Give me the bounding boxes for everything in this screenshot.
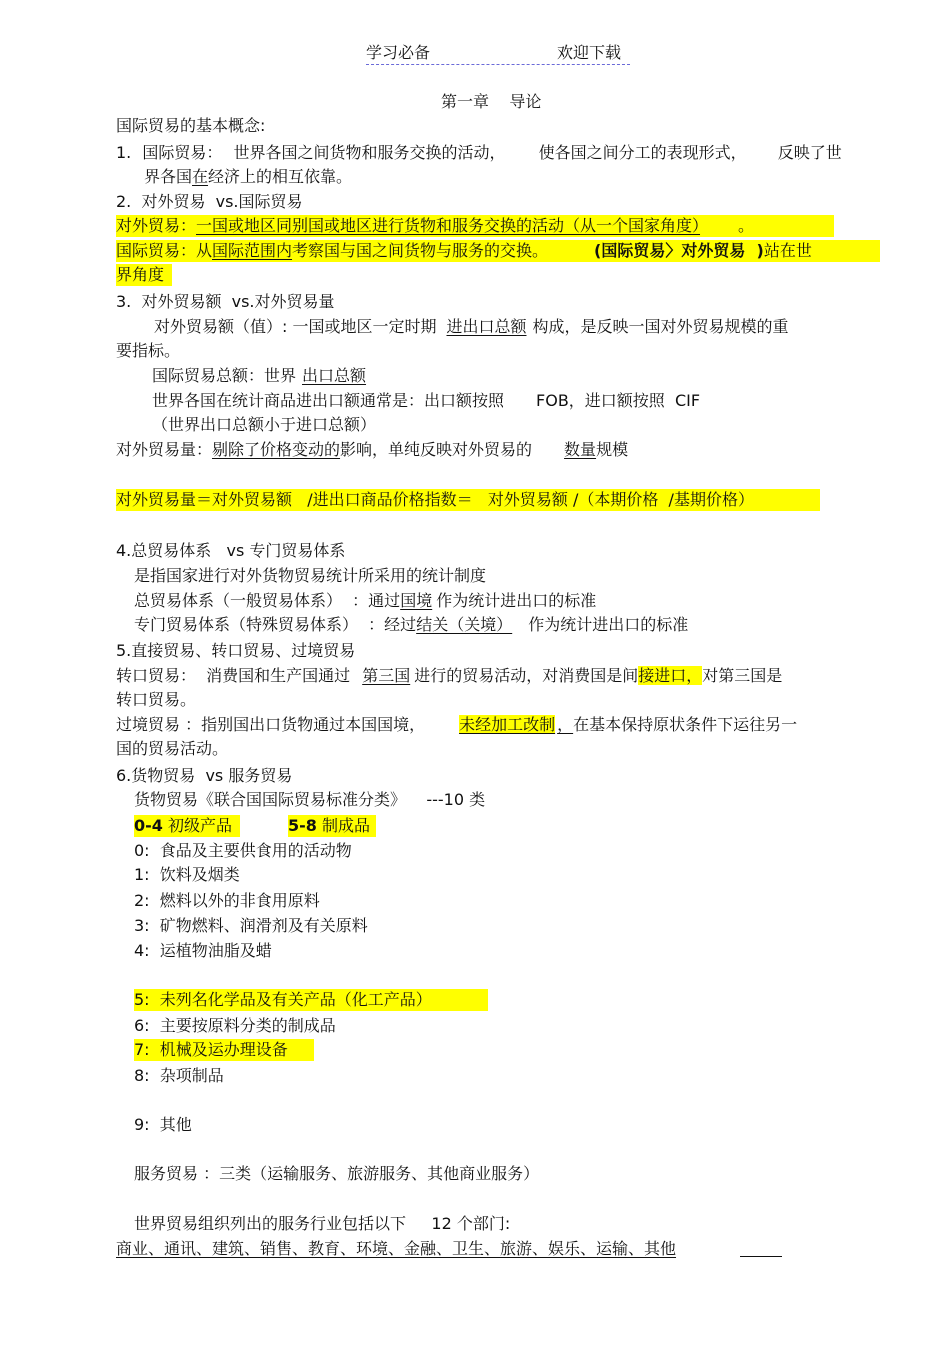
s1-line1 — [116, 142, 842, 164]
header-right: 欢迎下载 — [557, 43, 622, 62]
s3-l3a: 国际贸易总额：世界 — [152, 366, 297, 385]
s3-l6a: 对外贸易量： — [116, 440, 213, 459]
sitc-item-3: 3: 矿物燃料、润滑剂及有关原料 — [134, 916, 368, 935]
s1-e3: 经济上的相互依靠。 — [208, 167, 353, 186]
s4-l3c: 作为统计进出口的标准 — [528, 615, 689, 634]
s3-heading: 3. 对外贸易额 vs.对外贸易量 — [116, 292, 335, 311]
s2-l1c: 。 — [738, 216, 755, 235]
s3-l6e: 规模 — [596, 440, 629, 459]
s1-def-c: 使各国之间分工的表现形式， — [538, 143, 747, 162]
sectors-line: 商业、通讯、建筑、销售、教育、环境、金融、卫生、旅游、娱乐、运输、其他 — [116, 1239, 677, 1258]
header-left: 学习必备 — [366, 43, 431, 62]
concepts-heading: 国际贸易的基本概念: — [116, 116, 266, 135]
sitc-item-1: 1: 饮料及烟类 — [134, 865, 240, 884]
s3-line1 — [154, 316, 789, 338]
s5-line4: 国的贸易活动。 — [116, 739, 229, 758]
s3-l6b: 剔除了价格变动的 — [212, 440, 341, 459]
s1-num: 1. — [116, 143, 132, 162]
s2-l2b: 国际范围内 — [212, 241, 293, 260]
s3-l4a: 世界各国在统计商品进出口额通常是：出口额按照 — [152, 391, 505, 410]
s5-l3d: 在基本保持原状条件下运往另一 — [573, 715, 798, 734]
s2-l2a: 国际贸易：从 — [116, 241, 213, 260]
s3-line2: 要指标。 — [116, 341, 181, 360]
s5-l3b: 未经加工改制 — [459, 715, 556, 734]
s5-l1a: 转口贸易： 消费国和生产国通过 — [116, 666, 351, 685]
s3-formula: 对外贸易量＝对外贸易额 /进出口商品价格指数＝ 对外贸易额 /（本期价格 /基期价格） — [116, 489, 820, 511]
sitc-item-7: 7: 机械及运办理设备 — [134, 1039, 314, 1061]
s2-heading: 2. 对外贸易 vs.国际贸易 — [116, 192, 303, 211]
s2-l1b: 一国或地区同别国或地区进行货物和服务交换的活动（从一个国家角度） — [196, 216, 701, 235]
s6-g2a: 5-8 — [288, 816, 317, 835]
s4-line1: 是指国家进行对外货物贸易统计所采用的统计制度 — [134, 566, 487, 585]
s2-line3: 界角度 — [116, 264, 172, 286]
s4-line2 — [134, 590, 596, 612]
s1-term: 国际贸易： — [142, 143, 223, 162]
s3-line6 — [116, 439, 628, 461]
s6-group-primary — [134, 815, 240, 837]
sitc-item-0: 0: 食品及主要供食用的活动物 — [134, 841, 352, 860]
s2-line2 — [116, 240, 880, 262]
s6-line1: 货物贸易《联合国国际贸易标准分类》 ---10 类 — [134, 790, 486, 809]
s3-l1b: 进出口总额 — [446, 317, 527, 336]
s5-line3 — [116, 714, 797, 736]
s2-l2d: (国际贸易〉对外贸易 ) — [594, 241, 764, 260]
s3-l1c: 构成，是反映一国对外贸易规模的重 — [532, 317, 789, 336]
s3-l4b: FOB，进口额按照 CIF — [536, 391, 701, 410]
s1-line2 — [144, 166, 352, 188]
s1-e1: 界各国 — [144, 167, 193, 186]
sitc-item-6: 6: 主要按原料分类的制成品 — [134, 1016, 336, 1035]
s3-l1a: 对外贸易额（值）: 一国或地区一定时期 — [154, 317, 437, 336]
s4-l3b: 结关（关境） — [416, 615, 513, 634]
s3-l6d: 数量 — [564, 440, 597, 459]
s5-l3a: 过境贸易 ：指别国出口货物通过本国国境， — [116, 715, 426, 734]
s3-l6c: 影响，单纯反映对外贸易的 — [340, 440, 533, 459]
s2-l2e: 站在世 — [763, 241, 812, 260]
s3-l3b: 出口总额 — [302, 366, 367, 385]
s5-line2: 转口贸易。 — [116, 690, 197, 709]
s6-g1a: 0-4 — [134, 816, 163, 835]
sitc-item-2: 2: 燃料以外的非食用原料 — [134, 891, 320, 910]
services-line: 服务贸易 ：三类（运输服务、旅游服务、其他商业服务） — [134, 1164, 540, 1183]
s5-heading: 5.直接贸易、转口贸易、过境贸易 — [116, 641, 356, 660]
sitc-item-5: 5: 未列名化学品及有关产品（化工产品） — [134, 989, 488, 1011]
s4-l3a: 专门贸易体系（特殊贸易体系） ：经过 — [134, 615, 417, 634]
s6-group-manufactured — [288, 815, 376, 837]
s5-line1 — [116, 665, 782, 687]
s6-g2b: 制成品 — [316, 816, 370, 835]
sitc-item-8: 8: 杂项制品 — [134, 1066, 224, 1085]
s6-heading: 6.货物贸易 vs 服务贸易 — [116, 766, 293, 785]
s5-l3c: ， — [557, 715, 574, 734]
sectors-underline-tail — [740, 1256, 782, 1257]
s2-l2c: 考察国与国之间货物与服务的交换。 — [292, 241, 549, 260]
s5-l1d: 接进口， — [638, 666, 703, 685]
header-divider — [366, 64, 630, 65]
wto-line: 世界贸易组织列出的服务行业包括以下 12 个部门: — [134, 1214, 511, 1233]
s5-l1b: 第三国 — [362, 666, 411, 685]
s3-line4 — [152, 390, 700, 412]
s3-line3 — [152, 365, 366, 387]
sitc-item-4: 4: 运植物油脂及蜡 — [134, 941, 272, 960]
sitc-item-9: 9: 其他 — [134, 1115, 192, 1134]
s3-line5: （世界出口总额小于进口总额） — [152, 415, 377, 434]
s4-l2c: 作为统计进出口的标准 — [436, 591, 597, 610]
s2-l1a: 对外贸易： — [116, 216, 197, 235]
s5-l1e: 对第三国是 — [702, 666, 783, 685]
s4-heading: 4.总贸易体系 vs 专门贸易体系 — [116, 541, 346, 560]
s1-e2: 在 — [192, 167, 209, 186]
s1-def-b: 世界各国之间货物和服务交换的活动， — [233, 143, 506, 162]
s5-l1c: 进行的贸易活动，对消费国是间 — [414, 666, 639, 685]
s4-line3 — [134, 614, 688, 636]
s4-l2a: 总贸易体系（一般贸易体系） ：通过 — [134, 591, 401, 610]
s4-l2b: 国境 — [400, 591, 433, 610]
s1-def-d: 反映了世 — [777, 143, 842, 162]
s6-g1b: 初级产品 — [162, 816, 232, 835]
chapter-title: 第一章 导论 — [441, 92, 542, 111]
s2-line1 — [116, 215, 834, 237]
